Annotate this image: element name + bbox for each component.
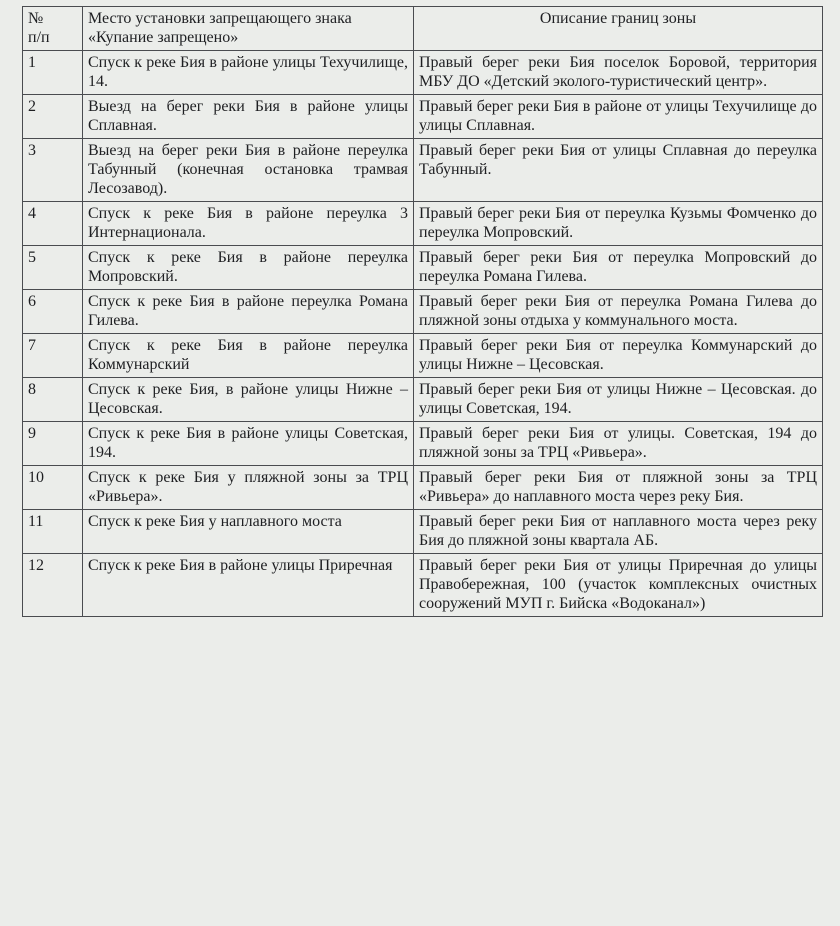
row-place: Спуск к реке Бия в районе переулка 3 Интернационала. — [83, 202, 414, 246]
row-place: Спуск к реке Бия, в районе улицы Нижне – Цесовская. — [83, 378, 414, 422]
row-number: 5 — [23, 246, 83, 290]
row-number: 3 — [23, 139, 83, 202]
no-swimming-zones-table — [22, 6, 823, 617]
row-number: 7 — [23, 334, 83, 378]
row-number: 1 — [23, 51, 83, 95]
row-place: Выезд на берег реки Бия в районе переулка Табунный (конечная остановка трамвая Лесозавод). — [83, 139, 414, 202]
row-number: 4 — [23, 202, 83, 246]
table-row — [23, 334, 823, 378]
header-number-line2: п/п — [28, 29, 50, 46]
row-place: Спуск к реке Бия в районе улицы Техучилище, 14. — [83, 51, 414, 95]
table-row — [23, 466, 823, 510]
row-number: 11 — [23, 510, 83, 554]
row-number: 12 — [23, 554, 83, 617]
table-row — [23, 554, 823, 617]
row-number: 10 — [23, 466, 83, 510]
row-place: Спуск к реке Бия в районе улицы Советская, 194. — [83, 422, 414, 466]
row-number: 2 — [23, 95, 83, 139]
row-place: Спуск к реке Бия в районе улицы Приречная — [83, 554, 414, 617]
row-description: Правый берег реки Бия от переулка Мопровский до переулка Романа Гилева. — [414, 246, 823, 290]
row-description: Правый берег реки Бия в районе от улицы Техучилище до улицы Сплавная. — [414, 95, 823, 139]
table-row — [23, 202, 823, 246]
row-place: Выезд на берег реки Бия в районе улицы Сплавная. — [83, 95, 414, 139]
row-description: Правый берег реки Бия поселок Боровой, территория МБУ ДО «Детский эколого-туристический центр». — [414, 51, 823, 95]
table-row — [23, 51, 823, 95]
row-place: Спуск к реке Бия у наплавного моста — [83, 510, 414, 554]
header-number-line1: № — [28, 10, 44, 27]
row-place: Спуск к реке Бия в районе переулка Романа Гилева. — [83, 290, 414, 334]
row-description: Правый берег реки Бия от улицы Приречная до улицы Правобережная, 100 (участок комплексных очистных сооружений МУП г. Бийска «Водоканал») — [414, 554, 823, 617]
header-description: Описание границ зоны — [414, 7, 823, 51]
table-row — [23, 378, 823, 422]
row-number: 6 — [23, 290, 83, 334]
header-number — [23, 7, 83, 51]
table-row — [23, 510, 823, 554]
table-row — [23, 422, 823, 466]
row-description: Правый берег реки Бия от пляжной зоны за ТРЦ «Ривьера» до наплавного моста через реку Бия. — [414, 466, 823, 510]
row-number: 9 — [23, 422, 83, 466]
row-description: Правый берег реки Бия от переулка Коммунарский до улицы Нижне – Цесовская. — [414, 334, 823, 378]
table-row — [23, 290, 823, 334]
row-place: Спуск к реке Бия в районе переулка Коммунарский — [83, 334, 414, 378]
header-place: Место установки запрещающего знака «Купание запрещено» — [83, 7, 414, 51]
table-header-row — [23, 7, 823, 51]
row-description: Правый берег реки Бия от переулка Кузьмы Фомченко до переулка Мопровский. — [414, 202, 823, 246]
row-description: Правый берег реки Бия от наплавного моста через реку Бия до пляжной зоны квартала АБ. — [414, 510, 823, 554]
table-row — [23, 246, 823, 290]
row-description: Правый берег реки Бия от переулка Романа Гилева до пляжной зоны отдыха у коммунального моста. — [414, 290, 823, 334]
row-number: 8 — [23, 378, 83, 422]
row-description: Правый берег реки Бия от улицы. Советская, 194 до пляжной зоны за ТРЦ «Ривьера». — [414, 422, 823, 466]
row-description: Правый берег реки Бия от улицы Сплавная до переулка Табунный. — [414, 139, 823, 202]
row-place: Спуск к реке Бия в районе переулка Мопровский. — [83, 246, 414, 290]
row-place: Спуск к реке Бия у пляжной зоны за ТРЦ «Ривьера». — [83, 466, 414, 510]
row-description: Правый берег реки Бия от улицы Нижне – Цесовская. до улицы Советская, 194. — [414, 378, 823, 422]
table-row — [23, 95, 823, 139]
table-row — [23, 139, 823, 202]
